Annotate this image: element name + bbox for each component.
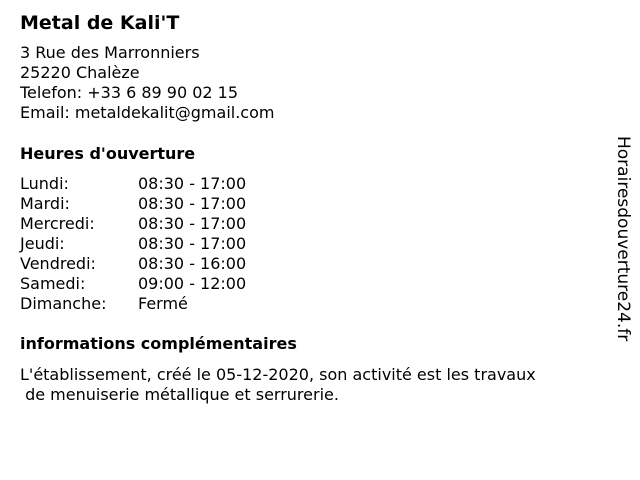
day-label: Mercredi: [20, 214, 95, 233]
contact-block [20, 43, 274, 123]
city-address: 25220 Chalèze [20, 63, 140, 82]
day-label: Lundi: [20, 174, 69, 193]
day-label: Vendredi: [20, 254, 96, 273]
day-hours: 08:30 - 16:00 [138, 254, 247, 273]
day-hours: Fermé [138, 294, 188, 313]
day-hours: 08:30 - 17:00 [138, 214, 247, 233]
day-label: Jeudi: [20, 234, 65, 253]
day-hours: 08:30 - 17:00 [138, 174, 247, 193]
day-hours: 08:30 - 17:00 [138, 194, 247, 213]
info-description [20, 365, 600, 405]
info-heading: informations complémentaires [20, 334, 297, 353]
day-hours: 09:00 - 12:00 [138, 274, 247, 293]
day-label: Samedi: [20, 274, 86, 293]
day-label: Mardi: [20, 194, 70, 213]
street-address: 3 Rue des Marronniers [20, 43, 200, 62]
phone-number: Telefon: +33 6 89 90 02 15 [20, 83, 239, 102]
business-name: Metal de Kali'T [20, 12, 180, 34]
hours-heading: Heures d'ouverture [20, 144, 196, 163]
day-hours: 08:30 - 17:00 [138, 234, 247, 253]
day-label: Dimanche: [20, 294, 107, 313]
email-address: Email: metaldekalit@gmail.com [20, 103, 275, 122]
site-watermark: Horairesdouverture24.fr [613, 136, 633, 342]
info-line: L'établissement, créé le 05-12-2020, son activité est les travaux [20, 365, 536, 384]
info-line: de menuiserie métallique et serrurerie. [20, 385, 339, 404]
